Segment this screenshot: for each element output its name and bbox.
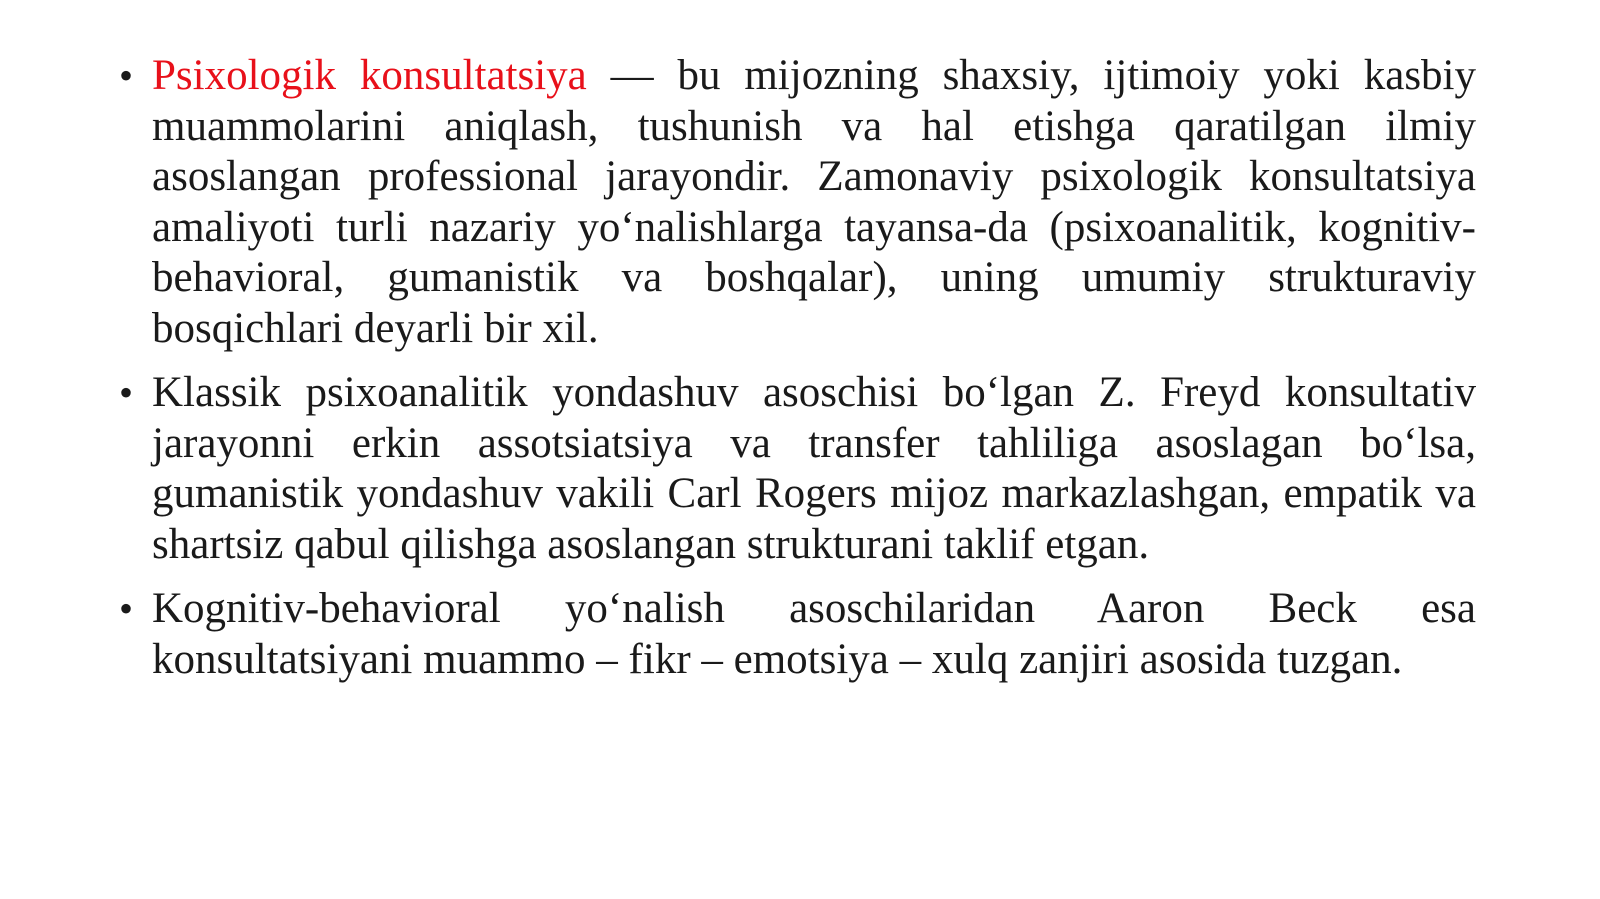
bullet-item-definition: [119, 51, 1476, 354]
bullet-text: Klassik psixoanalitik yondashuv asoschisi bo‘lgan Z. Freyd konsultativ jarayonni erkin assotsiatsiya va transfer tahliliga asoslagan bo‘lsa, gumanistik yondashuv vakili Carl Rogers mijoz markazlashgan, empatik va shartsiz qabul qilishga asoslangan strukturani taklif etgan.: [152, 369, 1476, 568]
bullet-text: Kognitiv-behavioral yo‘nalish asoschilaridan Aaron Beck esa konsultatsiyani muammo – fikr – emotsiya – xulq zanjiri asosida tuzgan.: [152, 585, 1476, 683]
bullet-marker: •: [119, 586, 134, 631]
bullet-text: — bu mijozning shaxsiy, ijtimoiy yoki kasbiy muammolarini aniqlash, tushunish va hal etishga qaratilgan ilmiy asoslangan professional jarayondir. Zamonaviy psixologik konsultatsiya amaliyoti turli nazariy yo‘nalishlarga tayansa-da (psixoanalitik, kognitiv-behavioral, gumanistik va boshqalar), uning umumiy strukturaviy bosqichlari deyarli bir xil.: [152, 52, 1476, 352]
highlighted-term: Psixologik konsultatsiya: [152, 52, 587, 99]
bullet-item-cognitive: [119, 584, 1476, 685]
bullet-item-psychoanalytic: [119, 368, 1476, 570]
bullet-marker: •: [119, 53, 134, 98]
bullet-list: [119, 51, 1476, 699]
bullet-marker: •: [119, 370, 134, 415]
